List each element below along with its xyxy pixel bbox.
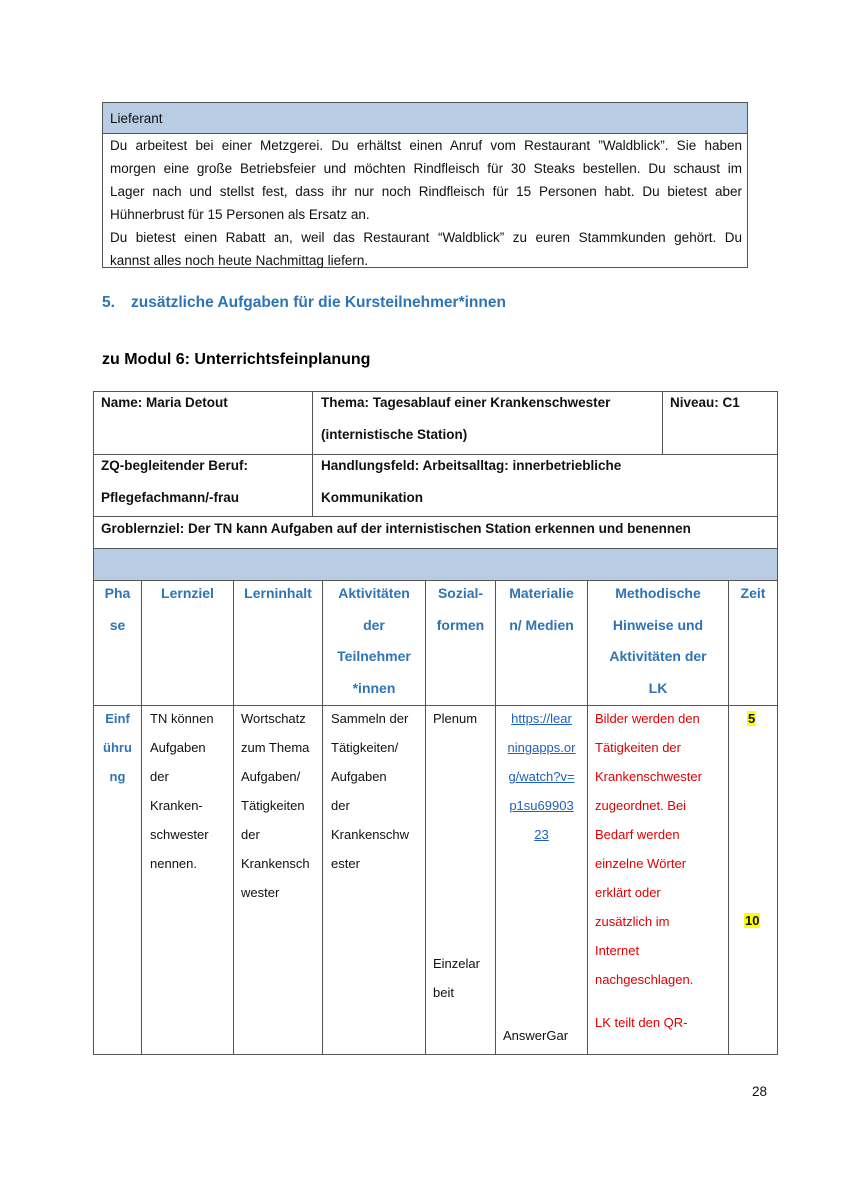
learningapps-link[interactable]: https://lear ningapps.or g/watch?v= p1su69903 23 [507, 711, 576, 842]
lieferant-body [102, 133, 748, 268]
page-number: 28 [752, 1084, 768, 1099]
header-lernziel: Lernziel [161, 585, 214, 601]
handlungsfeld-line-1: Handlungsfeld: Arbeitsalltag: innerbetriebliche [321, 458, 622, 473]
groblernziel: Groblernziel: Der TN kann Aufgaben auf der internistischen Station erkennen und benennen [101, 521, 691, 536]
section-number: 5. [102, 294, 115, 311]
section-heading [102, 294, 506, 312]
lieferant-line: Du bietest einen Rabatt an, weil das Restaurant “Waldblick” zu euren Stammkunden gehört. Du [110, 230, 742, 245]
thema-line-2: (internistische Station) [321, 427, 468, 442]
cell-sozialform-einzelarbeit: Einzelar beit [433, 956, 480, 1000]
modul-title: zu Modul 6: Unterrichtsfeinplanung [102, 351, 371, 368]
table-band [94, 548, 777, 580]
beruf-line-2: Pflegefachmann/-frau [101, 490, 240, 505]
header-zeit: Zeit [740, 585, 766, 601]
lieferant-line: Hühnerbrust für 15 Personen als Ersatz an. [110, 207, 370, 222]
header-sozialformen: Sozial- formen [436, 585, 485, 633]
niveau: Niveau: C1 [670, 395, 740, 410]
header-lerninhalt: Lerninhalt [244, 585, 312, 601]
header-phase: Pha se [104, 585, 131, 633]
zeit-value: 10 [745, 913, 760, 928]
lieferant-line: Du arbeitest bei einer Metzgerei. Du erhältst einen Anruf vom Restaurant ”Waldblick”. Sie haben [110, 138, 742, 153]
lieferant-line: morgen eine große Betriebsfeier und möchten Rindfleisch für 30 Steaks bestellen. Du schaust im [110, 161, 742, 176]
teacher-name: Name: Maria Detout [101, 395, 228, 410]
section-title: zusätzliche Aufgaben für die Kursteilnehmer*innen [131, 294, 506, 311]
beruf-line-1: ZQ-begleitender Beruf: [101, 458, 249, 473]
cell-methodische-hinweise: Bilder werden den Tätigkeiten der Krankenschwester zugeordnet. Bei Bedarf werden einzelne Wörter erklärt oder zusätzlich im Internet nachgeschlagen. LK teilt den QR- [595, 711, 702, 1030]
zeit-value: 5 [748, 711, 756, 726]
handlungsfeld-line-2: Kommunikation [321, 490, 424, 505]
lieferant-line: kannst alles noch heute Nachmittag liefern. [110, 253, 369, 268]
header-methodische-hinweise: Methodische Hinweise und Aktivitäten der LK [609, 585, 707, 696]
cell-lerninhalt: Wortschatz zum Thema Aufgaben/ Tätigkeiten der Krankensch wester [241, 711, 310, 900]
header-materialien: Materialie n/ Medien [509, 585, 574, 633]
lieferant-title: Lieferant [110, 111, 163, 126]
lieferant-line: Lager nach und stellst fest, dass ihr nur noch Rindfleisch für 15 Personen habt. Du bietest aber [110, 184, 742, 199]
cell-aktivitaeten: Sammeln der Tätigkeiten/ Aufgaben der Krankenschw ester [331, 711, 410, 871]
lieferant-header [102, 102, 748, 134]
thema-line-1: Thema: Tagesablauf einer Krankenschwester [321, 395, 611, 410]
header-aktivitaeten: Aktivitäten der Teilnehmer *innen [337, 585, 411, 696]
cell-phase: Einf ühru ng [103, 711, 132, 784]
cell-lernziel: TN können Aufgaben der Kranken- schwester nennen. [150, 711, 214, 871]
cell-sozialform-plenum: Plenum [433, 711, 478, 726]
cell-material-answergarden: AnswerGar [503, 1028, 569, 1043]
